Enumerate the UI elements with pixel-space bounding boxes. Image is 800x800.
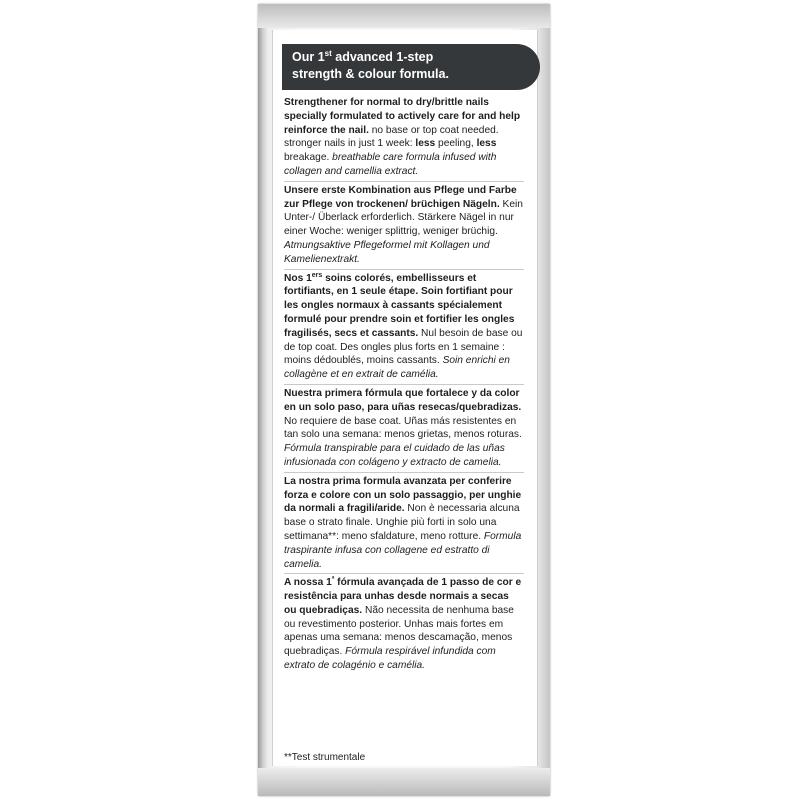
italian-description: La nostra prima formula avanzata per conferire forza e colore con un solo passaggio, per unghie da normali a fragili/aride. Non è necessaria alcuna base o strato finale. Unghie più forti in solo una settimana**: meno sfaldature, meno rotture. Formula traspirante infusa con collagene ed estratto di camelia. [284, 472, 524, 574]
french-description: Nos 1ers soins colorés, embellisseurs et fortifiants, en 1 seule étape. Soin fortifiant pour les ongles normaux à cassants spécialement formulé pour prendre soin et fortifier les ongles fragilisés, secs et cassants. Nul besoin de base ou de top coat. Des ongles plus forts en 1 semaine : moins dédoublés, moins cassants. Soin enrichi en collagène et en extrait de camélia. [284, 269, 524, 384]
headline-line-2: strength & colour formula. [292, 67, 449, 81]
english-description: Strengthener for normal to dry/brittle nails specially formulated to actively care for and help reinforce the nail. no base or top coat needed. stronger nails in just 1 week: less peeling, less breakage. breathable care formula infused with collagen and camellia extract. [284, 97, 521, 177]
spanish-description: Nuestra primera fórmula que fortalece y da color en un solo paso, para uñas resecas/quebradizas. No requiere de base coat. Uñas más resistentes en tan solo una semana: menos grietas, menos roturas. Fórmula transpirable para el cuidado de las uñas infusionada con colágeno y extracto de camelia. [284, 384, 524, 472]
footnote: **Test strumentale [284, 752, 366, 763]
box-bottom-edge [258, 768, 550, 796]
german-description: Unsere erste Kombination aus Pflege und Farbe zur Pflege von trockenen/ brüchigen Nägeln. Kein Unter-/ Überlack erforderlich. Stärkere Nägel in nur einer Woche: weniger splittrig, weniger brüchig. Atmungsaktive Pflegeformel mit Kollagen und Kamelienextrakt. [284, 181, 524, 269]
headline-line-1: Our 1st advanced 1-step [292, 49, 434, 64]
description-text [284, 96, 524, 675]
box-top-edge [258, 4, 550, 28]
headline-banner [282, 44, 540, 90]
portuguese-description: A nossa $1^ª$ fórmula avançada de 1 passo de cor e resistência para unhas desde normais a secas ou quebradiças. Não necessita de nenhuma base ou revestimento posterior. Unhas mais fortes em apenas uma semana: menos descamação, menos quebradiças. Fórmula respirável infundida com extrato de colagénio e camélia. [284, 573, 524, 675]
